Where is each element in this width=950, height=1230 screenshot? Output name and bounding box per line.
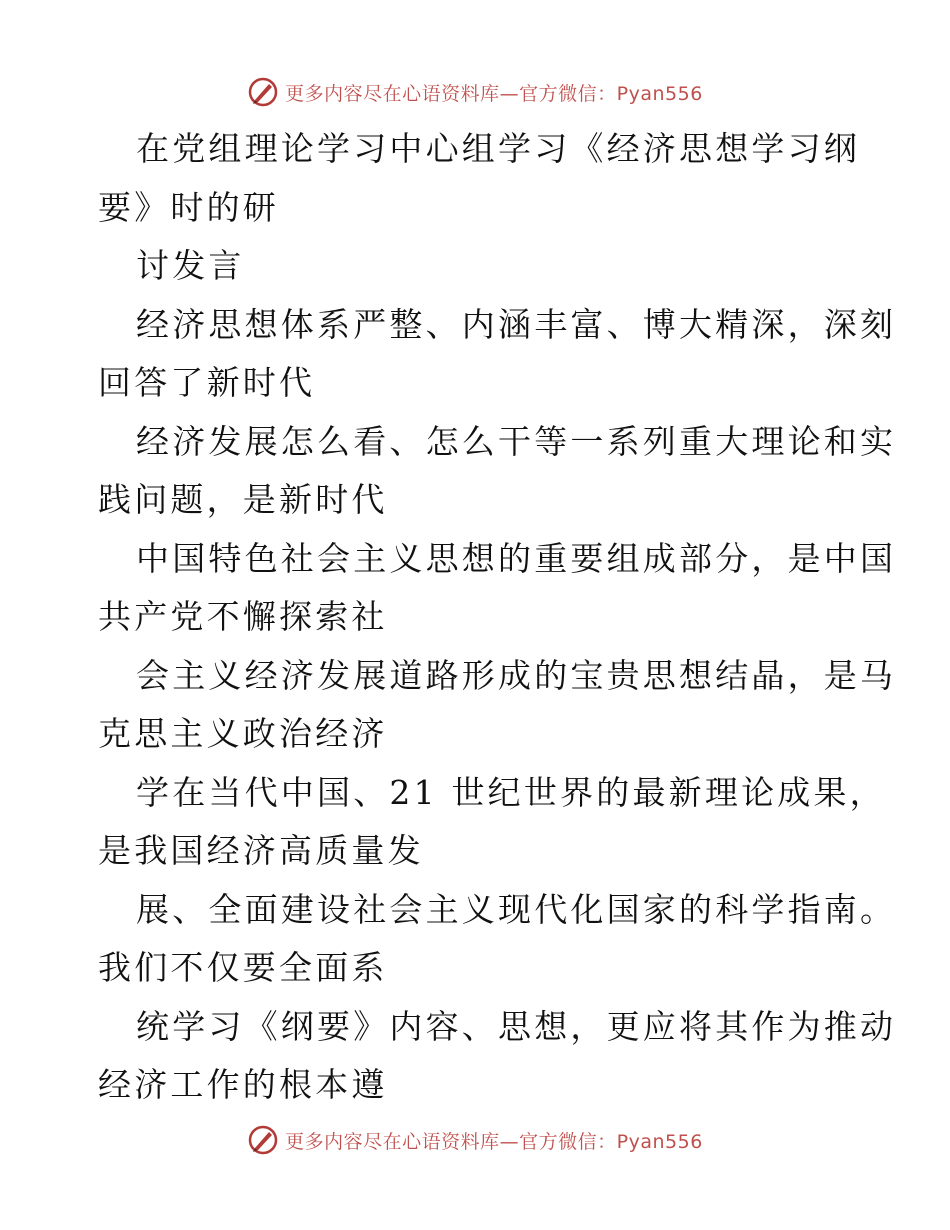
text-line: 克思主义政治经济 — [98, 714, 388, 753]
footer-banner-text: 更多内容尽在心语资料库—官方微信：Pyan556 — [285, 1130, 703, 1153]
text-line: 要》时的研 — [98, 187, 279, 227]
text-line: 学在当代中国、21 世纪世界的最新理论成果， — [136, 772, 886, 812]
text-line: 经济思想体系严整、内涵丰富、博大精深，深刻 — [136, 304, 897, 344]
text-line: 回答了新时代 — [98, 363, 316, 402]
header-banner-inner — [247, 76, 703, 108]
pen-emblem-icon — [247, 76, 279, 108]
text-line: 我们不仅要全面系 — [98, 948, 388, 987]
header-banner — [0, 72, 950, 112]
text-line: 展、全面建设社会主义现代化国家的科学指南。 — [136, 889, 897, 929]
text-line: 会主义经济发展道路形成的宝贵思想结晶，是马 — [136, 655, 897, 695]
text-line: 在党组理论学习中心组学习《经济思想学习纲 — [136, 129, 860, 168]
text-line: 统学习《纲要》内容、思想，更应将其作为推动 — [136, 1006, 897, 1046]
text-line: 共产党不懈探索社 — [98, 597, 388, 636]
footer-banner-inner — [247, 1124, 703, 1156]
pen-emblem-icon — [247, 1124, 279, 1156]
text-line: 经济发展怎么看、怎么干等一系列重大理论和实 — [136, 421, 897, 461]
document-body — [98, 120, 897, 1115]
text-line: 经济工作的根本遵 — [98, 1065, 388, 1104]
text-line: 是我国经济高质量发 — [98, 831, 424, 870]
header-banner-text: 更多内容尽在心语资料库—官方微信：Pyan556 — [285, 82, 703, 105]
footer-banner — [0, 1120, 950, 1160]
text-line: 讨发言 — [136, 246, 245, 285]
text-line: 中国特色社会主义思想的重要组成部分，是中国 — [136, 538, 897, 578]
text-line: 践问题，是新时代 — [98, 480, 388, 519]
